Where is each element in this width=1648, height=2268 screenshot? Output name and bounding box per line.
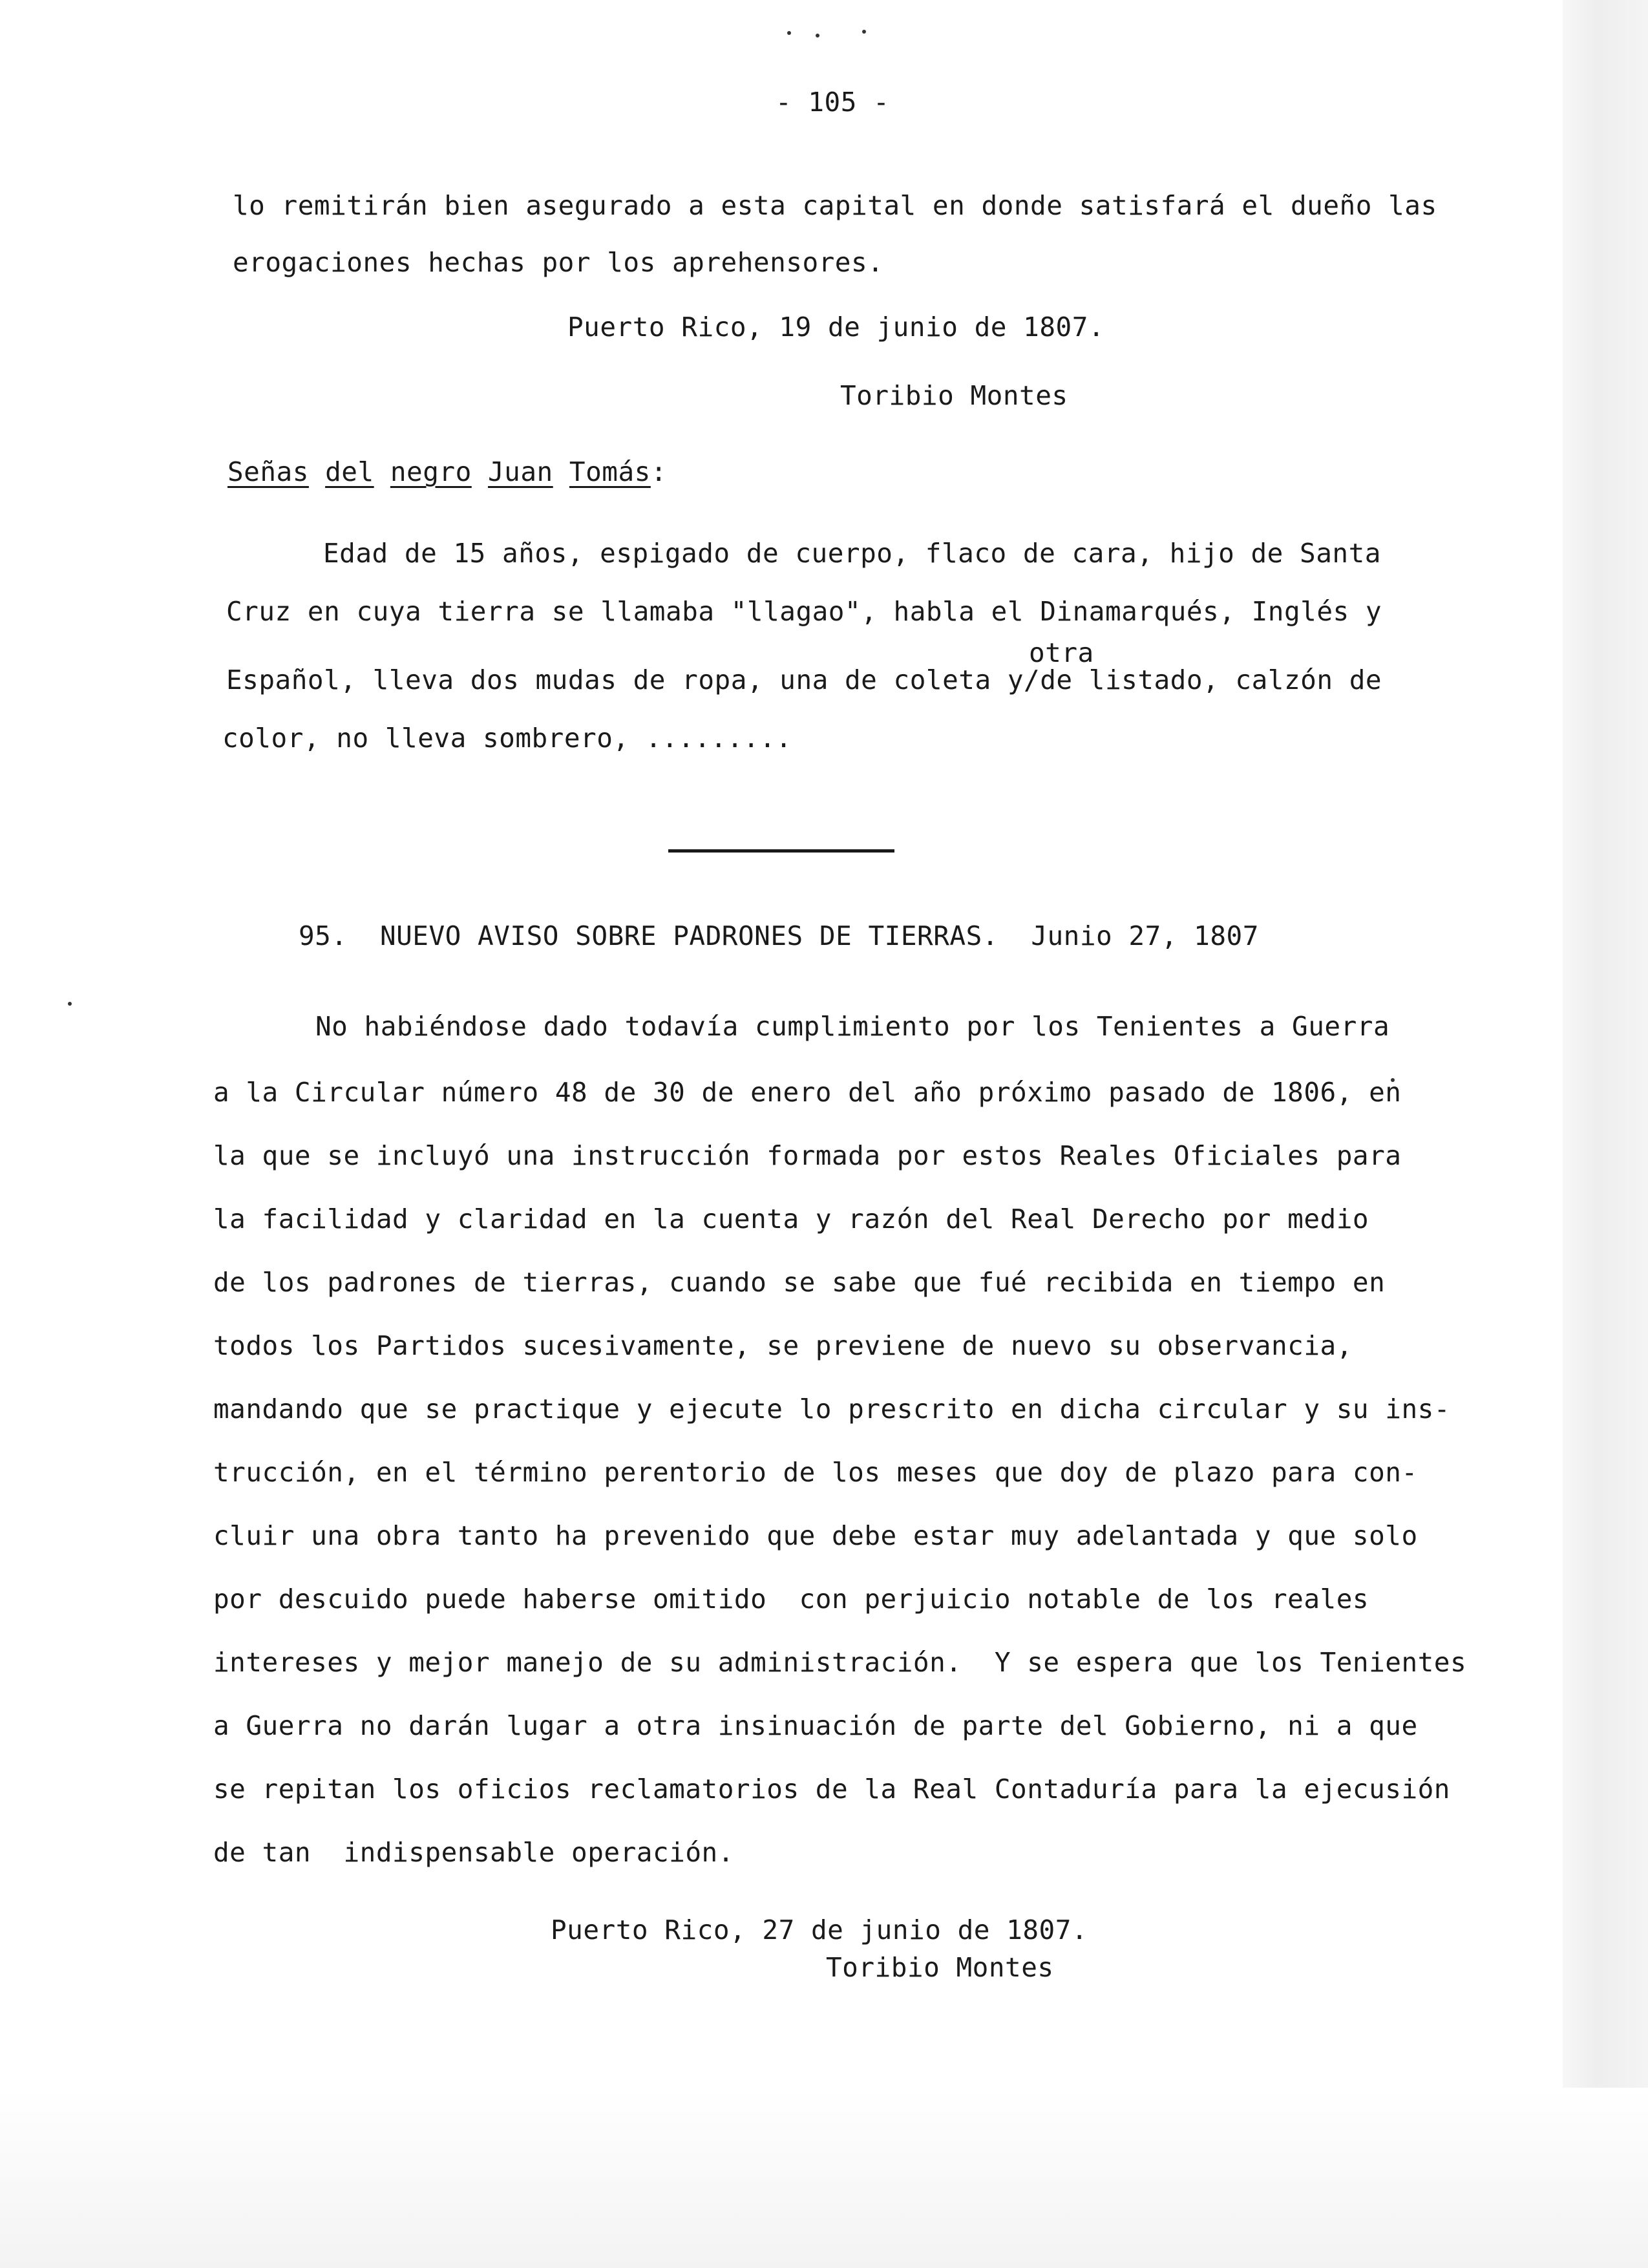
heading-word: Juan — [487, 456, 553, 487]
description-heading — [227, 456, 668, 487]
body-line: cluir una obra tanto ha prevenido que debe estar muy adelantada y que solo — [213, 1520, 1418, 1551]
body-line: de los padrones de tierras, cuando se sabe que fué recibida en tiempo en — [213, 1267, 1386, 1298]
body-line: por descuido puede haberse omitido con perjuicio notable de los reales — [213, 1584, 1369, 1615]
heading-word: Tomás — [569, 456, 651, 487]
scan-speck — [68, 1002, 72, 1006]
description-line: Español, lleva dos mudas de ropa, una de coleta y/de listado, calzón de — [226, 664, 1382, 695]
description-line: Cruz en cuya tierra se llamaba "llagao", habla el Dinamarqués, Inglés y — [226, 596, 1382, 627]
scan-edge-shadow — [1563, 0, 1648, 2268]
first-signature-name: Toribio Montes — [840, 380, 1068, 411]
body-line: la que se incluyó una instrucción formada por estos Reales Oficiales para — [213, 1140, 1402, 1171]
section-title: NUEVO AVISO SOBRE PADRONES DE TIERRAS. — [379, 920, 998, 951]
section-divider — [668, 849, 894, 853]
body-line: a la Circular número 48 de 30 de enero del año próximo pasado de 1806, en — [213, 1077, 1402, 1108]
scan-speck — [787, 31, 791, 35]
description-line: Edad de 15 años, espigado de cuerpo, flaco de cara, hijo de Santa — [323, 538, 1381, 569]
body-line: de tan indispensable operación. — [213, 1837, 734, 1868]
body-line: la facilidad y claridad en la cuenta y razón del Real Derecho por medio — [213, 1203, 1369, 1235]
body-line: todos los Partidos sucesivamente, se previene de nuevo su observancia, — [213, 1330, 1353, 1361]
heading-word: negro — [390, 456, 472, 487]
heading-colon: : — [650, 456, 668, 487]
page-number: - 105 - — [776, 87, 890, 118]
body-line: trucción, en el término perentorio de los meses que doy de plazo para con- — [213, 1457, 1418, 1488]
description-line: color, no lleva sombrero, ......... — [222, 723, 792, 754]
second-place-date: Puerto Rico, 27 de junio de 1807. — [551, 1914, 1088, 1945]
body-line: No habiéndose dado todavía cumplimiento por los Tenientes a Guerra — [315, 1011, 1390, 1042]
continuation-line: lo remitirán bien asegurado a esta capital en donde satisfará el dueño las — [233, 190, 1437, 221]
interlinear-insert: otra — [1029, 637, 1094, 668]
continuation-line: erogaciones hechas por los aprehensores. — [233, 247, 884, 278]
body-line: se repitan los oficios reclamatorios de la Real Contaduría para la ejecusión — [213, 1774, 1450, 1805]
scan-speck — [816, 34, 819, 37]
body-line: intereses y mejor manejo de su administración. Y se espera que los Tenientes — [213, 1647, 1467, 1678]
section-number: 95. — [299, 920, 348, 951]
scan-bottom-shadow — [0, 2088, 1648, 2268]
scan-speck — [862, 30, 866, 34]
heading-word: del — [325, 456, 374, 487]
body-line: a Guerra no darán lugar a otra insinuación de parte del Gobierno, ni a que — [213, 1710, 1418, 1741]
body-line: mandando que se practique y ejecute lo prescrito en dicha circular y su ins- — [213, 1394, 1450, 1425]
section-heading — [299, 920, 1259, 951]
section-date: Junio 27, 1807 — [1031, 920, 1259, 951]
heading-word: Señas — [227, 456, 309, 487]
second-signature-name: Toribio Montes — [826, 1952, 1054, 1983]
first-place-date: Puerto Rico, 19 de junio de 1807. — [567, 312, 1105, 343]
